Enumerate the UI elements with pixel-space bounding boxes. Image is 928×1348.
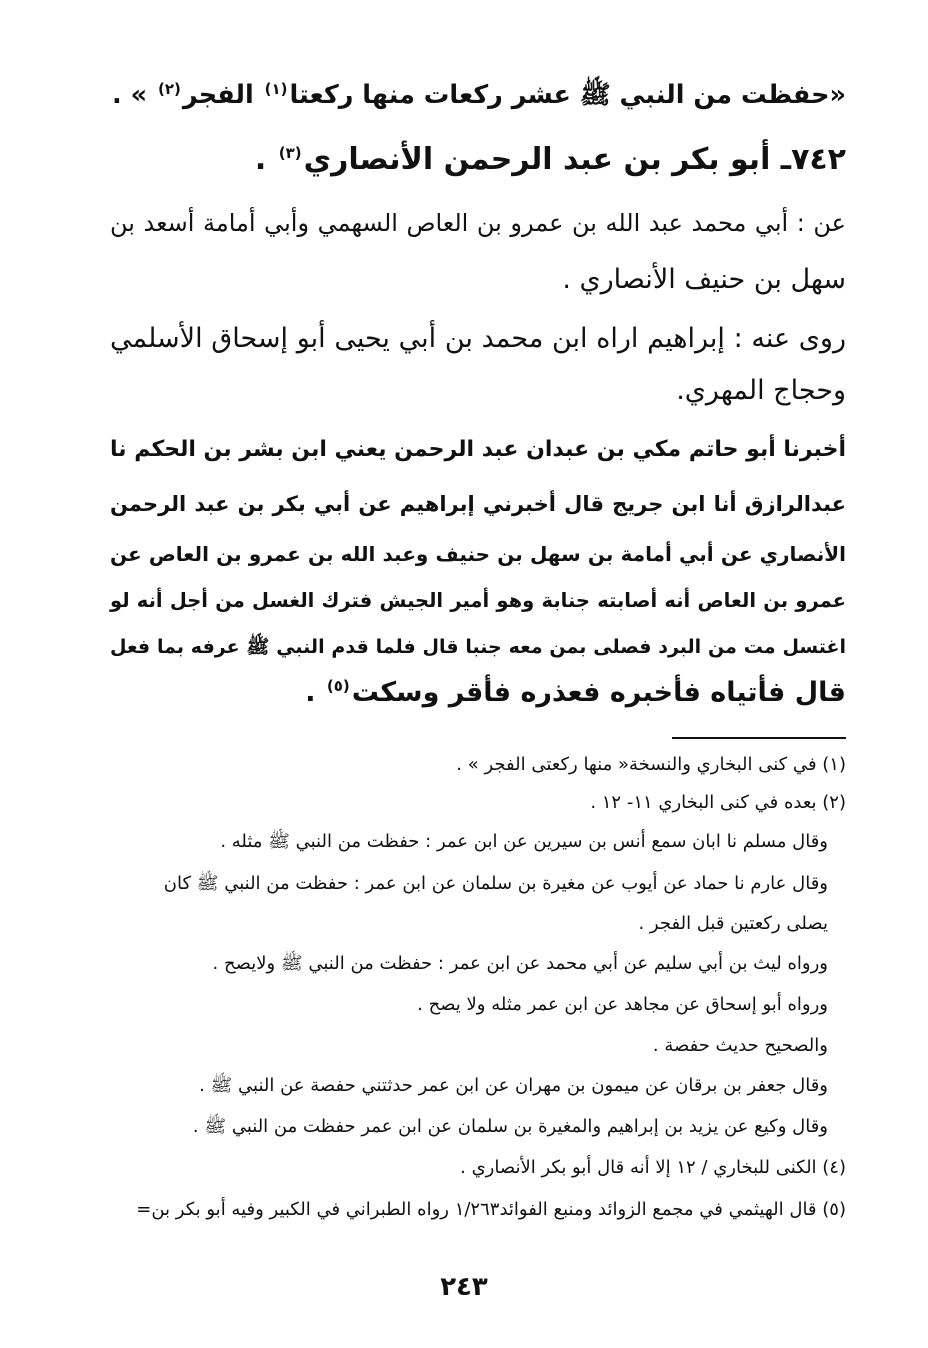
footnote-continuation: يصلى ركعتين قبل الفجر . xyxy=(638,913,828,934)
footnote: (٥) قال الهيثمي في مجمع الزوائد ومنبع الفوائد١/٢٦٣ رواه الطبراني في الكبير وفيه أبو بكر بن= xyxy=(136,1199,846,1220)
footnote-continuation: ورواه ليث بن أبي سليم عن أبي محمد عن ابن عمر : حفظت من النبي ﷺ ولايصح . xyxy=(212,953,828,974)
footnote-continuation: والصحيح حديث حفصة . xyxy=(652,1035,828,1056)
footnote: (٢) بعده في كنى البخاري ١١- ١٢ . xyxy=(590,792,846,813)
hadith-text-line xyxy=(110,78,846,112)
text-segment: » . xyxy=(112,80,148,110)
heading-text: ٧٤٢ـ أبو بكر بن عبد الرحمن الأنصاري xyxy=(303,142,846,177)
text-segment: الفجر xyxy=(182,80,254,110)
text-segment: «حفظت من النبي ﷺ عشر ركعات منها ركعتا xyxy=(289,80,846,110)
footnote-continuation: وقال وكيع عن يزيد بن إبراهيم والمغيرة بن سلمان عن ابن عمر حفظت من النبي ﷺ . xyxy=(192,1116,828,1137)
page-number: ٢٤٣ xyxy=(440,1272,488,1302)
text-segment: قال فأتياه فأخبره فعذره فأقر وسكت xyxy=(351,677,846,708)
narrated-from-line: سهل بن حنيف الأنصاري . xyxy=(562,264,846,295)
isnad-line: أخبرنا أبو حاتم مكي بن عبدان عبد الرحمن يعني ابن بشر بن الحكم نا xyxy=(110,437,846,462)
isnad-line xyxy=(110,676,846,710)
narrated-from-line: عن : أبي محمد عبد الله بن عمرو بن العاص السهمي وأبي أمامة أسعد بن xyxy=(110,209,846,237)
narrators-line: وحجاج المهري. xyxy=(676,375,846,406)
isnad-line: عمرو بن العاص أنه أصابته جنابة وهو أمير الجيش فترك الغسل من أجل أنه لو xyxy=(110,589,846,612)
footnote-continuation: وقال مسلم نا ابان سمع أنس بن سيرين عن ابن عمر : حفظت من النبي ﷺ مثله . xyxy=(220,831,828,852)
isnad-line: عبدالرازق أنا ابن جريج قال أخبرني إبراهيم عن أبي بكر بن عبد الرحمن xyxy=(110,492,846,516)
footnote-ref: (١) xyxy=(264,79,288,98)
narrators-line: روى عنه : إبراهيم اراه ابن محمد بن أبي يحيى أبو إسحاق الأسلمي xyxy=(110,323,846,354)
footnote: (٤) الكنى للبخاري / ١٢ إلا أنه قال أبو بكر الأنصاري . xyxy=(460,1157,846,1178)
footnote-continuation: وقال جعفر بن برقان عن ميمون بن مهران عن ابن عمر حدثتني حفصة عن النبي ﷺ . xyxy=(199,1075,828,1096)
text-segment: . xyxy=(254,142,267,177)
footnote-ref: (٣) xyxy=(278,144,302,162)
footnote-ref: (٥) xyxy=(326,677,350,695)
footnote-continuation: وقال عارم نا حماد عن أيوب عن مغيرة بن سلمان عن ابن عمر : حفظت من النبي ﷺ كان xyxy=(163,873,828,894)
footnote-continuation: ورواه أبو إسحاق عن مجاهد عن ابن عمر مثله ولا يصح . xyxy=(417,994,828,1015)
footnote-ref: (٢) xyxy=(157,79,181,98)
entry-heading xyxy=(110,141,846,179)
text-segment: . xyxy=(305,677,316,708)
isnad-line: الأنصاري عن أبي أمامة بن سهل بن حنيف وعبد الله بن عمرو بن العاص عن xyxy=(110,542,846,566)
footnote: (١) في كنى البخاري والنسخة« منها ركعتى الفجر » . xyxy=(456,754,846,775)
isnad-line: اغتسل مت من البرد فصلى بمن معه جنبا قال فلما قدم النبي ﷺ عرفه بما فعل xyxy=(110,636,846,658)
footnote-separator xyxy=(672,737,846,739)
